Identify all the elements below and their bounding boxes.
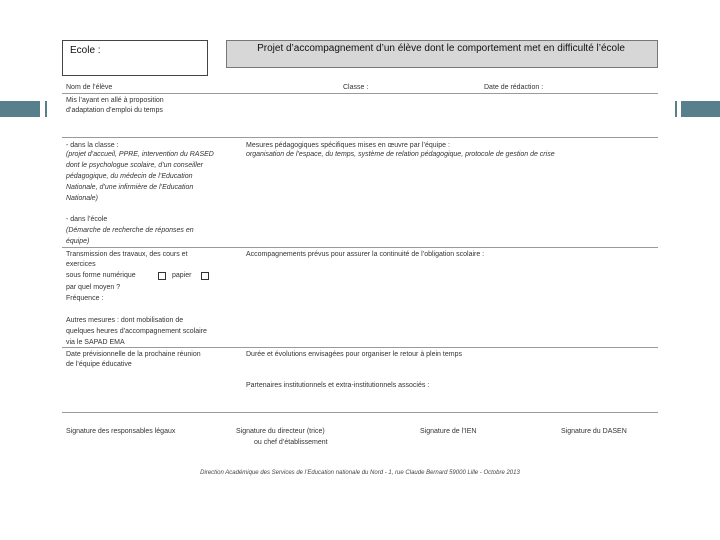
- left-accent-line: [45, 101, 47, 117]
- right-accent-line: [675, 101, 677, 117]
- mesures-pedagogiques-label: Mesures pédagogiques spécifiques mises en œuvre par l’équipe :: [246, 142, 450, 149]
- duree-evolutions-label: Durée et évolutions envisagées pour organiser le retour à plein temps: [246, 351, 462, 358]
- dans-classe-note-2: dont le psychologue scolaire, d’un conseiller: [66, 162, 203, 169]
- autres-mesures-line-1: Autres mesures : dont mobilisation de: [66, 317, 184, 324]
- accompagnements-label: Accompagnements prévus pour assurer la continuité de l’obligation scolaire :: [246, 251, 485, 258]
- mis-line-1: Mis l’ayant en allé à proposition: [66, 97, 164, 104]
- dans-classe-note-4: Nationale, d’une infirmière de l’Education: [66, 184, 194, 191]
- transmission-line-1: Transmission des travaux, des cours et: [66, 251, 188, 258]
- dans-classe-note-1: (projet d’accueil, PPRE, intervention du RASED: [66, 151, 214, 158]
- ecole-label: Ecole :: [70, 45, 101, 56]
- signature-directeur-line-2: ou chef d’établissement: [254, 439, 328, 446]
- classe-label: Classe :: [343, 84, 369, 91]
- table-rule: [62, 247, 658, 248]
- date-redaction-label: Date de rédaction :: [484, 84, 544, 91]
- left-accent-bar: [0, 101, 40, 117]
- papier-checkbox[interactable]: [158, 272, 166, 280]
- table-rule: [62, 93, 658, 94]
- transmission-line-4: par quel moyen ?: [66, 284, 121, 291]
- signature-parents: Signature des responsables légaux: [66, 428, 176, 435]
- transmission-line-2: exercices: [66, 261, 96, 268]
- autres-mesures-line-3: via le SAPAD EMA: [66, 339, 125, 346]
- dans-classe-note-3: pédagogique, du médecin de l’Education: [66, 173, 193, 180]
- dans-ecole-label: - dans l’école: [66, 216, 108, 223]
- papier-option-checkbox[interactable]: [201, 272, 209, 280]
- document-title: Projet d’accompagnement d’un élève dont le comportement met en difficulté l’école: [257, 43, 625, 54]
- mesures-pedagogiques-note: organisation de l’espace, du temps, système de relation pédagogique, protocole de gestion de crise: [246, 151, 555, 158]
- nom-eleve-label: Nom de l’élève: [66, 84, 113, 91]
- table-rule: [62, 137, 658, 138]
- date-reunion-line-1: Date prévisionnelle de la prochaine réunion: [66, 351, 201, 358]
- transmission-line-3: sous forme numérique: [66, 272, 136, 279]
- partenaires-label: Partenaires institutionnels et extra-institutionnels associés :: [246, 382, 430, 389]
- signature-dasen: Signature du DASEN: [561, 428, 627, 435]
- autres-mesures-line-2: quelques heures d’accompagnement scolaire: [66, 328, 207, 335]
- papier-label: papier: [172, 272, 192, 279]
- signature-ien: Signature de l’IEN: [420, 428, 477, 435]
- footer-address: Direction Académique des Services de l’Education nationale du Nord - 1, rue Claude Bernard 59000 Lille - Octobre 2013: [200, 470, 520, 476]
- dans-ecole-note-1: (Démarche de recherche de réponses en: [66, 227, 194, 234]
- mis-line-2: d’adaptation d’emploi du temps: [66, 107, 163, 114]
- transmission-line-5: Fréquence :: [66, 295, 104, 302]
- dans-classe-label: - dans la classe :: [66, 142, 119, 149]
- date-reunion-line-2: de l’équipe éducative: [66, 361, 132, 368]
- dans-ecole-note-2: équipe): [66, 238, 90, 245]
- table-rule: [62, 347, 658, 348]
- table-rule: [62, 412, 658, 413]
- signature-directeur-line-1: Signature du directeur (trice): [236, 428, 325, 435]
- dans-classe-note-5: Nationale): [66, 195, 98, 202]
- right-accent-bar: [681, 101, 720, 117]
